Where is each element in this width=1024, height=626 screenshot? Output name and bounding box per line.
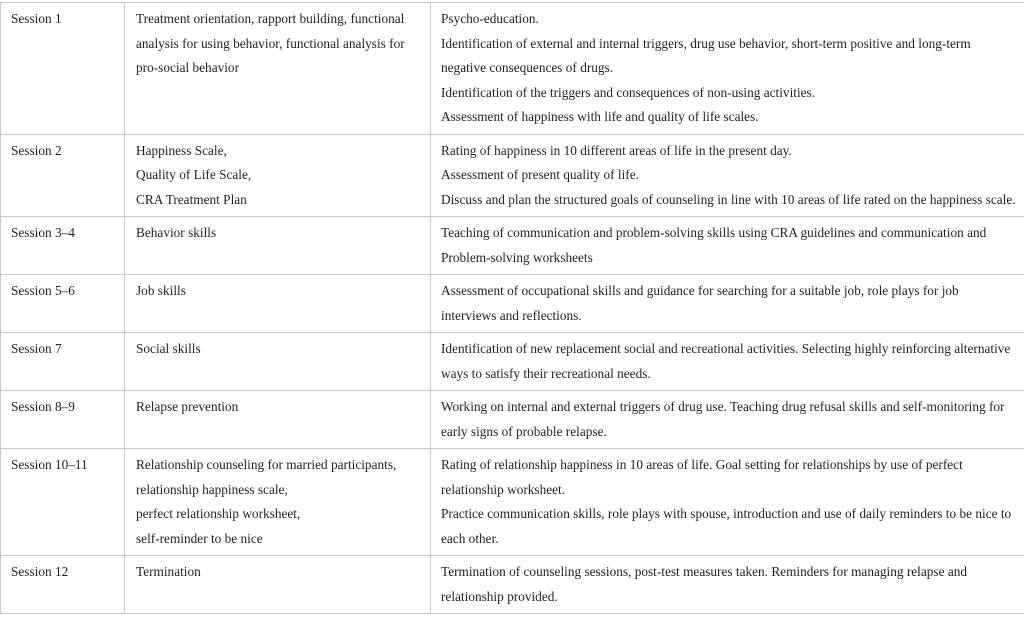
table-row — [1, 556, 1024, 614]
content-paragraph: Working on internal and external triggers of drug use. Teaching drug refusal skills and self-monitoring for early signs of probable relapse. — [441, 399, 1005, 439]
content-paragraph: Termination of counseling sessions, post-test measures taken. Reminders for managing relapse and relationship provided. — [441, 564, 968, 604]
table-row — [1, 217, 1024, 275]
topic-line: Happiness Scale, — [136, 142, 227, 158]
session-label: Session 5–6 — [11, 283, 75, 298]
content-paragraph: Assessment of occupational skills and guidance for searching for a suitable job, role plays for job interviews and reflections. — [441, 283, 959, 323]
content-paragraph: Identification of the triggers and consequences of non-using activities. — [441, 84, 816, 100]
content-paragraph: Psycho-education. — [441, 11, 539, 26]
topic-cell — [125, 556, 431, 614]
content-cell — [431, 3, 1024, 135]
topic-line: Termination — [136, 564, 201, 579]
content-cell — [431, 217, 1024, 275]
content-cell — [431, 556, 1024, 614]
session-cell — [1, 449, 125, 556]
topic-line: Social skills — [136, 341, 201, 356]
topic-line: Job skills — [136, 283, 186, 298]
content-paragraph: Assessment of happiness with life and quality of life scales. — [441, 109, 759, 124]
content-cell — [431, 333, 1024, 391]
content-cell — [431, 449, 1024, 556]
table-row — [1, 134, 1024, 217]
session-label: Session 3–4 — [11, 225, 75, 240]
content-paragraph: Rating of happiness in 10 different areas of life in the present day. — [441, 142, 792, 158]
topic-line: Relapse prevention — [136, 399, 239, 414]
topic-cell — [125, 275, 431, 333]
session-label: Session 2 — [11, 142, 62, 158]
topic-line: Relationship counseling for married participants, — [136, 457, 397, 472]
topic-cell — [125, 217, 431, 275]
topic-line: Behavior skills — [136, 225, 217, 240]
session-cell — [1, 333, 125, 391]
session-label: Session 12 — [11, 564, 69, 579]
session-cell — [1, 134, 125, 217]
topic-line: self-reminder to be nice — [136, 530, 263, 546]
session-cell — [1, 556, 125, 614]
content-paragraph: Identification of external and internal triggers, drug use behavior, short-term positive and long-term negative consequences of drugs. — [441, 35, 971, 75]
topic-cell — [125, 449, 431, 556]
topic-line: Quality of Life Scale, — [136, 167, 252, 182]
content-paragraph: Rating of relationship happiness in 10 areas of life. Goal setting for relationships by use of perfect relationship worksheet. — [441, 457, 963, 497]
content-paragraph: Identification of new replacement social and recreational activities. Selecting highly reinforcing alternative ways to satisfy their recreational needs. — [441, 341, 1011, 381]
session-cell — [1, 217, 125, 275]
topic-cell — [125, 333, 431, 391]
content-paragraph: Practice communication skills, role plays with spouse, introduction and use of daily reminders to be nice to each other. — [441, 506, 1012, 546]
table-row — [1, 275, 1024, 333]
session-label: Session 7 — [11, 341, 62, 356]
table-row — [1, 3, 1024, 135]
topic-cell — [125, 134, 431, 217]
session-cell — [1, 275, 125, 333]
session-cell — [1, 3, 125, 135]
topic-line: CRA Treatment Plan — [136, 191, 247, 207]
content-cell — [431, 275, 1024, 333]
session-label: Session 1 — [11, 11, 62, 26]
session-label: Session 10–11 — [11, 457, 88, 472]
session-table — [0, 2, 1024, 614]
content-paragraph: Teaching of communication and problem-solving skills using CRA guidelines and communication and Problem-solving worksheets — [441, 225, 987, 265]
content-paragraph: Discuss and plan the structured goals of counseling in line with 10 areas of life rated on the happiness scale. — [441, 191, 1016, 207]
content-paragraph: Assessment of present quality of life. — [441, 167, 639, 182]
session-table-body — [1, 3, 1024, 614]
topic-line: relationship happiness scale, — [136, 481, 288, 497]
topic-cell — [125, 3, 431, 135]
content-cell — [431, 134, 1024, 217]
table-row — [1, 391, 1024, 449]
topic-line: Treatment orientation, rapport building, functional analysis for using behavior, functional analysis for pro-social behavior — [136, 11, 405, 75]
topic-cell — [125, 391, 431, 449]
table-row — [1, 449, 1024, 556]
content-cell — [431, 391, 1024, 449]
topic-line: perfect relationship worksheet, — [136, 506, 301, 521]
session-cell — [1, 391, 125, 449]
table-row — [1, 333, 1024, 391]
session-label: Session 8–9 — [11, 399, 75, 414]
